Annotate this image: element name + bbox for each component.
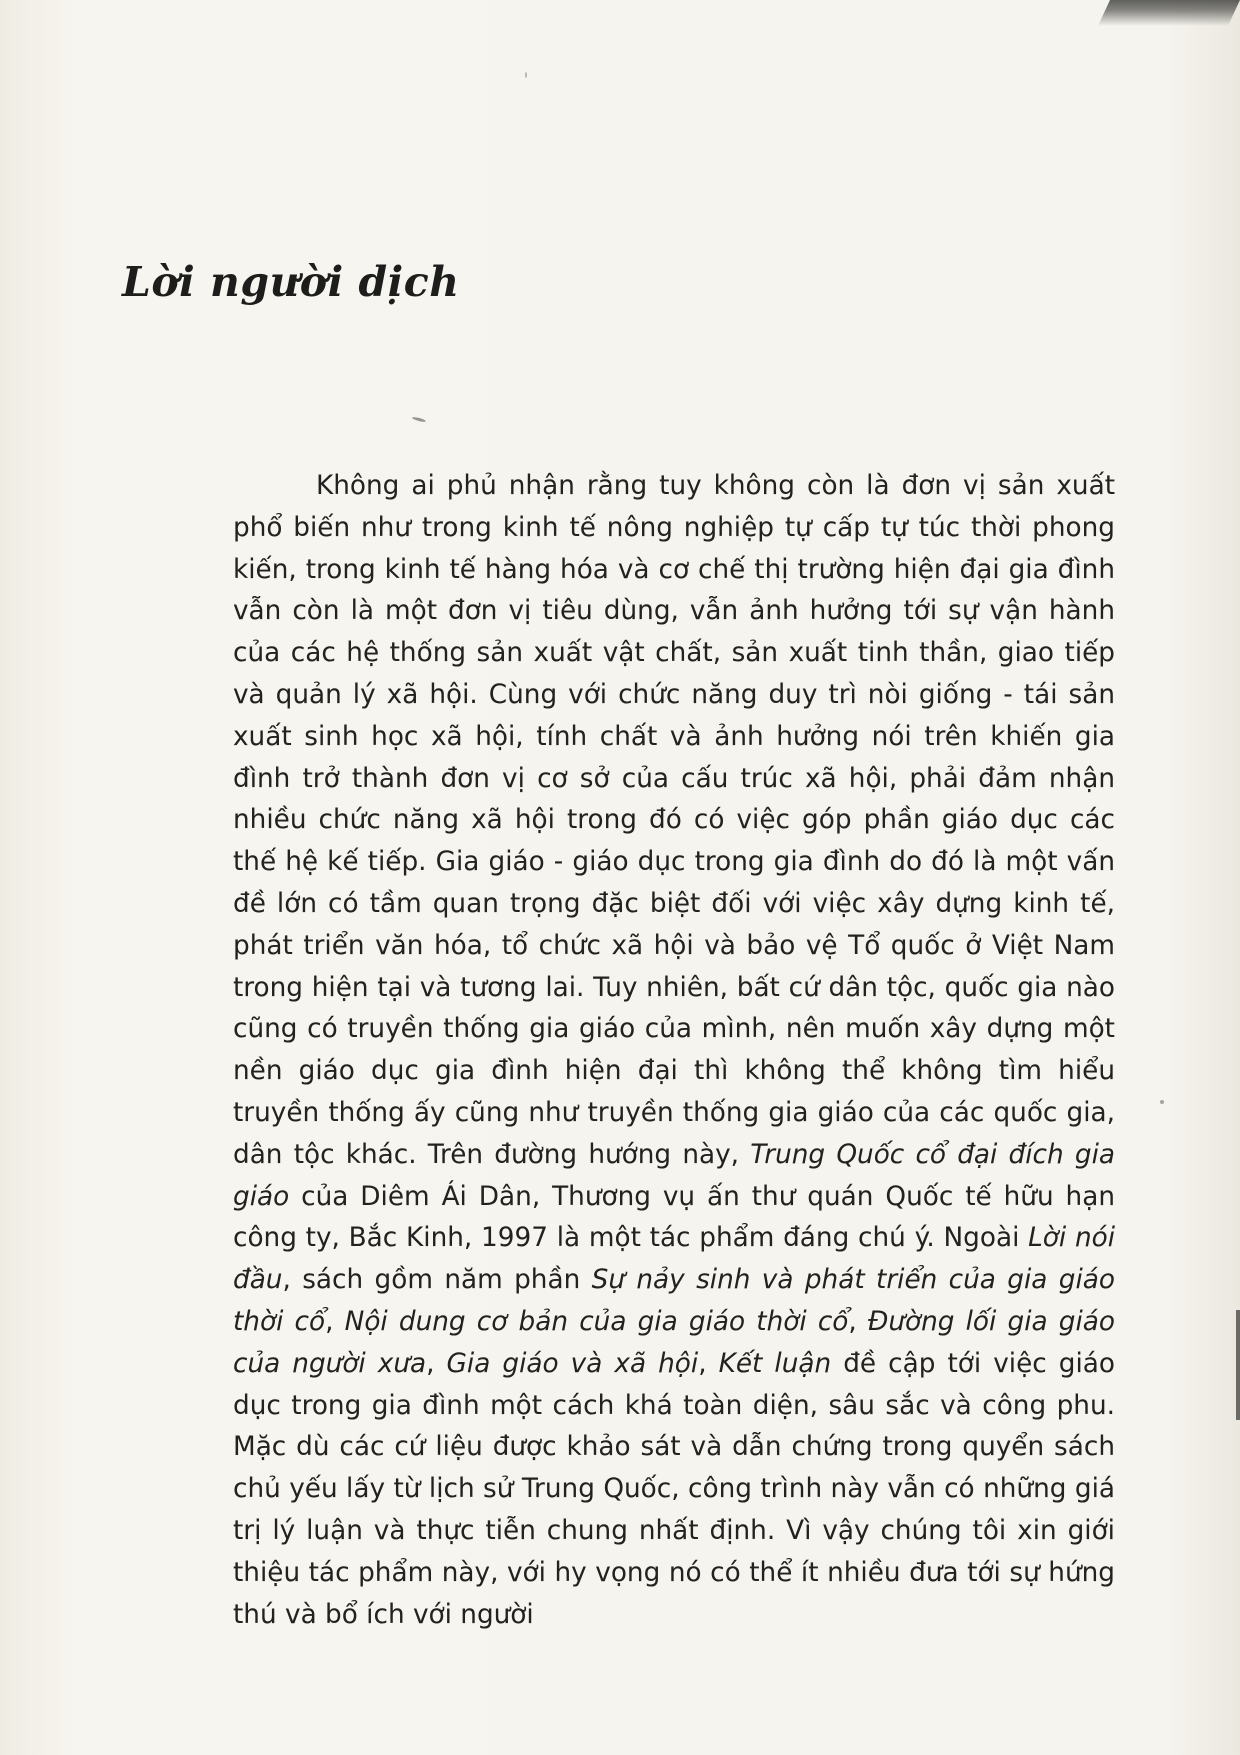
separator: , — [698, 1348, 719, 1379]
paper-speck — [412, 416, 426, 423]
body-text-segment: đề cập tới việc giáo dục trong gia đình một cách khá toàn diện, sâu sắc và công phu. Mặc dù các cứ liệu được khảo sát và dẫn chứng trong quyển sách chủ yếu lấy từ lịch sử Trung Quốc, công trình này vẫn có những giá trị lý luận và thực tiễn chung nhất định. Vì vậy chúng tôi xin giới thiệu tác phẩm này, với hy vọng nó có thể ít nhiều đưa tới sự hứng thú và bổ ích với người — [233, 1348, 1115, 1630]
part-title-1: Sự nảy sinh và phát triển của gia giáo thời cổ — [233, 1265, 1115, 1337]
part-title-2: Nội dung cơ bản của gia giáo thời cổ — [344, 1306, 849, 1337]
page-title: Lời người dịch — [122, 258, 460, 306]
paper-speck — [525, 72, 527, 78]
paper-speck — [1160, 1100, 1164, 1104]
book-title: Trung Quốc cổ đại đích gia giáo — [233, 1139, 1115, 1212]
part-title-5: Kết luận — [718, 1348, 832, 1379]
separator: , — [325, 1306, 345, 1337]
body-text-segment: , sách gồm năm phần — [282, 1265, 592, 1296]
separator: , — [848, 1306, 868, 1337]
body-text-segment: của Diêm Ái Dân, Thương vụ ấn thư quán Quốc tế hữu hạn công ty, Bắc Kinh, 1997 là một tác phẩm đáng chú ý. Ngoài — [233, 1181, 1115, 1254]
body-paragraph — [233, 466, 1115, 1636]
part-title-3: Đường lối gia giáo của người xưa — [233, 1306, 1116, 1379]
body-text-segment: Không ai phủ nhận rằng tuy không còn là đơn vị sản xuất phổ biến như trong kinh tế nông nghiệp tự cấp tự túc thời phong kiến, trong kinh tế hàng hóa và cơ chế thị trường hiện đại gia đình vẫn còn là một đơn vị tiêu dùng, vẫn ảnh hưởng tới sự vận hành của các hệ thống sản xuất vật chất, sản xuất tinh thần, giao tiếp và quản lý xã hội. Cùng với chức năng duy trì nòi giống - tái sản xuất sinh học xã hội, tính chất và ảnh hưởng nói trên khiến gia đình trở thành đơn vị cơ sở của cấu trúc xã hội, phải đảm nhận nhiều chức năng xã hội trong đó có việc góp phần giáo dục các thế hệ kế tiếp. Gia giáo - giáo dục trong gia đình do đó là một vấn đề lớn có tầm quan trọng đặc biệt đối với việc xây dựng kinh tế, phát triển văn hóa, tổ chức xã hội và bảo vệ Tổ quốc ở Việt Nam trong hiện tại và tương lai. Tuy nhiên, bất cứ dân tộc, quốc gia nào cũng có truyền thống gia giáo của mình, nên muốn xây dựng một nền giáo dục gia đình hiện đại thì không thể không tìm hiểu truyền thống ấy cũng như truyền thống gia giáo của các quốc gia, dân tộc khác. Trên đường hướng này, — [233, 471, 1115, 1170]
page-edge-mark — [1236, 1310, 1240, 1420]
separator: , — [426, 1348, 447, 1379]
part-title-4: Gia giáo và xã hội — [446, 1348, 699, 1379]
page-corner-shadow — [1098, 0, 1240, 26]
intro-title: Lời nói đầu — [233, 1223, 1116, 1296]
